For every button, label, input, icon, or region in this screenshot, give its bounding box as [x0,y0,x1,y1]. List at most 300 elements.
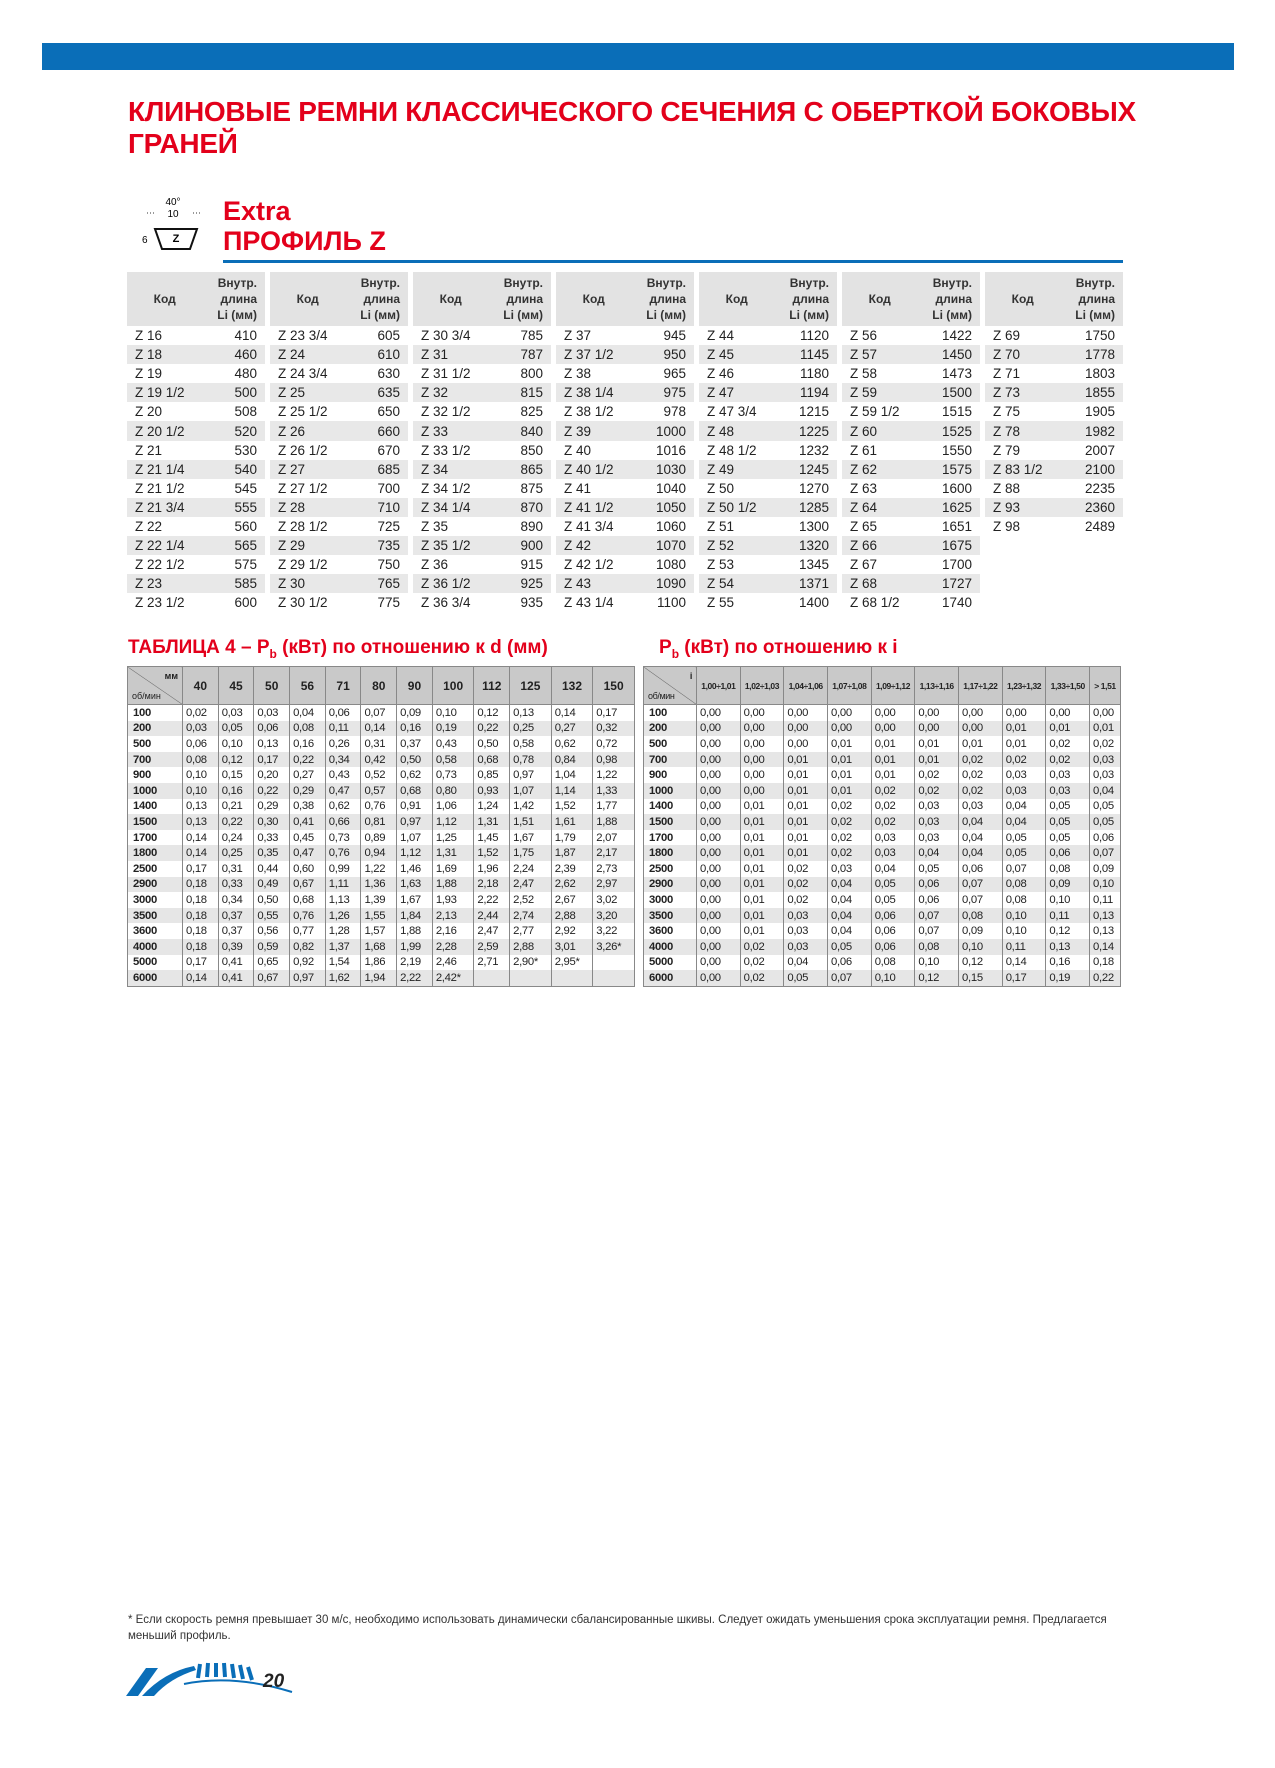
power-cell: 0,13 [183,799,219,815]
power-cell: 0,01 [1002,736,1046,752]
power-cell: 0,00 [697,861,741,877]
belt-length: 1320 [774,536,837,555]
power-cell: 1,46 [397,861,433,877]
belt-length: 1700 [941,557,972,573]
power-cell: 2,24 [510,861,552,877]
power-cell: 0,02 [915,783,959,799]
power-cell: 0,05 [1002,830,1046,846]
length-row [699,574,837,593]
belt-code: Z 24 3/4 [278,366,328,382]
length-row [842,421,980,440]
power-cell: 1,33 [593,783,635,799]
length-group-6 [842,272,980,612]
length-row [842,460,980,479]
power-cell: 1,12 [432,814,474,830]
length-row [270,364,408,383]
rpm-cell: 6000 [128,970,183,986]
belt-length: 1345 [798,557,829,573]
table4-row [128,845,635,861]
power-cell: 0,00 [697,783,741,799]
table4-column-header: 132 [551,667,593,705]
power-cell: 2,13 [432,908,474,924]
power-cell: 0,08 [183,752,219,768]
power-cell: 2,92 [551,923,593,939]
belt-length: 565 [202,536,265,555]
profile-width-label: 10 [167,209,179,220]
belt-length: 1245 [774,460,837,479]
power-cell: 0,04 [959,830,1003,846]
power-cell: 0,00 [697,939,741,955]
length-row [270,421,408,440]
length-header: Внутр. длина Li (мм) [774,272,837,326]
rpm-cell: 1400 [128,799,183,815]
length-row [413,364,551,383]
power-cell [510,970,552,986]
belt-code: Z 52 [699,536,774,555]
power-cell: 0,01 [784,830,828,846]
power-cell: 0,04 [871,861,915,877]
length-row [270,555,408,574]
belt-length: 1070 [631,536,694,555]
power-cell: 0,06 [183,736,219,752]
power-cell: 0,76 [290,908,326,924]
power-cell: 0,06 [871,939,915,955]
table4-title: ТАБЛИЦА $4 - P_b$ (кВт) по отношению к d (мм) [128,637,548,661]
belt-length: 555 [202,498,265,517]
top-blue-bar [42,43,1234,70]
belt-length: 1575 [917,460,980,479]
length-row [270,460,408,479]
rpm-cell: 900 [644,767,697,783]
power-cell: 0,93 [474,783,510,799]
table4-row [128,939,635,955]
rpm-cell: 1500 [644,814,697,830]
rpm-cell: 700 [644,752,697,768]
power-cell: 0,00 [959,705,1003,721]
power-cell: 0,06 [1046,845,1090,861]
power-cell: 1,67 [397,892,433,908]
belt-code: Z 21 3/4 [127,498,202,517]
power-cell: 0,02 [828,845,872,861]
belt-code: Z 23 1/2 [135,595,185,611]
belt-code: Z 65 [850,518,878,534]
power-cell: 0,52 [361,767,397,783]
brand-name: Extra [223,196,291,226]
table5-row [644,908,1121,924]
belt-length: 1194 [774,383,837,402]
power-cell: 0,08 [1046,861,1090,877]
power-cell: 0,60 [290,861,326,877]
length-row [413,479,551,498]
table4-corner-cell: мм об/мин [128,667,183,705]
power-cell: 0,09 [1046,877,1090,893]
power-cell: 0,35 [254,845,290,861]
power-cell: 2,97 [593,877,635,893]
table4-row [128,752,635,768]
power-cell: 0,02 [1090,736,1121,752]
table5-corner-cell: i об/мин [644,667,697,705]
belt-length: 1145 [774,345,837,364]
table4-column-header: 125 [510,667,552,705]
power-cell: 2,47 [474,923,510,939]
belt-code: Z 46 [707,366,735,382]
power-cell: 0,03 [1046,783,1090,799]
power-cell: 0,41 [218,955,254,971]
belt-code: Z 28 [270,498,345,517]
power-cell: 0,13 [1090,923,1121,939]
table5-row [644,767,1121,783]
power-cell: 0,00 [740,783,784,799]
belt-code: Z 41 3/4 [564,518,614,534]
belt-code: Z 68 1/2 [850,595,900,611]
length-row [413,517,551,536]
power-cell: 0,00 [697,955,741,971]
power-cell: 0,92 [290,955,326,971]
table5-row [644,721,1121,737]
power-cell: 1,07 [510,783,552,799]
page-number: 20 [263,1671,285,1692]
length-row [985,421,1123,440]
power-cell: 0,10 [432,705,474,721]
rpm-cell: 900 [128,767,183,783]
power-cell: 1,14 [551,783,593,799]
belt-length: 1016 [655,442,686,458]
belt-length: 660 [345,421,408,440]
table4-row [128,736,635,752]
belt-length: 975 [631,383,694,402]
length-row [985,402,1123,421]
length-row [127,402,265,421]
belt-code: Z 57 [842,345,917,364]
belt-length: 1300 [798,518,829,534]
rpm-cell: 3500 [644,908,697,924]
length-row [985,345,1123,364]
length-row [556,345,694,364]
power-cell: 2,90* [510,955,552,971]
power-cell: 0,15 [218,767,254,783]
table5-row [644,752,1121,768]
power-cell: 0,01 [740,877,784,893]
power-cell: 0,01 [828,767,872,783]
power-cell: 3,22 [593,923,635,939]
belt-length: 1060 [655,518,686,534]
power-cell: 0,00 [697,721,741,737]
power-cell: 0,09 [397,705,433,721]
power-cell: 0,01 [828,783,872,799]
power-cell: 3,26* [593,939,635,955]
belt-length: 950 [631,345,694,364]
length-row [413,402,551,421]
belt-length: 530 [234,442,257,458]
power-cell: 0,14 [183,830,219,846]
power-cell: 0,00 [697,923,741,939]
table4-column-header: 80 [361,667,397,705]
length-row [413,593,551,612]
belt-code: Z 27 [270,460,345,479]
belt-length: 1515 [941,404,972,420]
power-cell: 0,10 [1090,877,1121,893]
power-cell: 0,17 [183,861,219,877]
table5-row [644,923,1121,939]
length-header: Внутр. длина Li (мм) [345,272,408,326]
belt-length: 865 [488,460,551,479]
power-cell: 0,11 [1090,892,1121,908]
length-row [842,402,980,421]
table4-column-header: 45 [218,667,254,705]
power-cell: 0,00 [871,705,915,721]
rpm-cell: 2900 [644,877,697,893]
power-cell: 0,00 [697,736,741,752]
length-row [413,498,551,517]
power-cell: 0,00 [697,814,741,830]
length-row [270,498,408,517]
power-cell: 0,25 [510,721,552,737]
power-cell: 1,45 [474,830,510,846]
length-row [413,421,551,440]
power-cell: 2,16 [432,923,474,939]
belt-code: Z 37 1/2 [556,345,631,364]
belt-code: Z 39 [556,421,631,440]
power-cell: 0,04 [828,908,872,924]
power-cell: 0,10 [1046,892,1090,908]
length-row [413,555,551,574]
power-cell: 0,01 [740,845,784,861]
power-cell: 2,67 [551,892,593,908]
belt-code: Z 21 1/4 [127,460,202,479]
power-cell: 0,03 [1090,767,1121,783]
rpm-cell: 1400 [644,799,697,815]
power-cell: 0,02 [784,877,828,893]
table4-row [128,877,635,893]
belt-code: Z 35 [421,518,449,534]
length-row [413,345,551,364]
table4-column-header: 100 [432,667,474,705]
rpm-cell: 1700 [128,830,183,846]
power-cell: 0,02 [959,783,1003,799]
power-cell: 0,00 [959,721,1003,737]
power-cell: 0,03 [1090,752,1121,768]
belt-code: Z 47 [699,383,774,402]
power-cell: 0,00 [697,970,741,986]
power-cell: 0,76 [361,799,397,815]
belt-length: 2100 [1060,460,1123,479]
brand-divider [223,260,1123,263]
belt-length: 520 [202,421,265,440]
power-cell: 0,10 [218,736,254,752]
belt-code: Z 51 [707,518,735,534]
belt-code: Z 83 1/2 [985,460,1060,479]
power-cell: 0,01 [871,767,915,783]
belt-code: Z 22 1/4 [127,536,202,555]
power-cell: 1,11 [325,877,361,893]
power-cell: 0,00 [784,736,828,752]
belt-code: Z 50 [707,480,735,496]
power-cell: 0,25 [218,845,254,861]
belt-length: 945 [663,328,686,344]
belt-length: 1803 [1084,366,1115,382]
table4-column-header: 90 [397,667,433,705]
power-cell: 0,27 [290,767,326,783]
profile-angle-label: 40° [165,197,181,208]
table5-row [644,970,1121,986]
power-cell: 0,47 [325,783,361,799]
belt-code: Z 34 1/4 [413,498,488,517]
belt-code: Z 36 [421,557,449,573]
power-cell: 0,43 [325,767,361,783]
power-cell: 0,01 [1002,721,1046,737]
belt-length: 610 [345,345,408,364]
length-row [556,421,694,440]
belt-code: Z 23 [127,574,202,593]
power-cell: 0,00 [697,799,741,815]
belt-code: Z 40 1/2 [556,460,631,479]
power-cell: 0,07 [959,892,1003,908]
length-group-3 [413,272,551,612]
length-row [985,441,1123,460]
belt-code: Z 47 3/4 [707,404,757,420]
length-row [556,460,694,479]
belt-code: Z 30 [270,574,345,593]
rpm-cell: 1000 [644,783,697,799]
power-cell: 0,68 [290,892,326,908]
belt-code: Z 61 [850,442,878,458]
power-cell: 0,14 [1090,939,1121,955]
length-header: Внутр. длина Li (мм) [202,272,265,326]
code-header: Код [556,272,631,326]
belt-code: Z 19 1/2 [127,383,202,402]
rpm-cell: 200 [128,721,183,737]
power-cell: 0,05 [871,877,915,893]
power-cell: 0,50 [474,736,510,752]
belt-code: Z 79 [993,442,1021,458]
power-cell: 0,34 [325,752,361,768]
power-cell: 0,00 [915,721,959,737]
belt-length: 710 [345,498,408,517]
power-cell: 0,59 [254,939,290,955]
belt-length: 787 [488,345,551,364]
power-cell: 0,18 [183,923,219,939]
power-cell: 0,66 [325,814,361,830]
length-row [270,536,408,555]
power-cell: 1,07 [397,830,433,846]
power-cell: 0,07 [1090,845,1121,861]
power-cell: 0,05 [871,892,915,908]
table5-title: $P_b$ (кВт) по отношению к i [659,637,898,661]
power-cell: 0,05 [1046,814,1090,830]
power-cell: 0,58 [432,752,474,768]
power-cell: 0,06 [325,705,361,721]
power-cell: 0,03 [784,908,828,924]
power-cell: 0,00 [697,845,741,861]
power-cell: 1,96 [474,861,510,877]
belt-length: 1500 [917,383,980,402]
power-cell: 3,02 [593,892,635,908]
power-cell: 0,01 [784,783,828,799]
power-cell: 0,00 [697,767,741,783]
length-row [699,517,837,536]
power-cell: 0,01 [871,736,915,752]
power-cell: 0,00 [784,721,828,737]
power-cell: 0,91 [397,799,433,815]
belt-code: Z 22 [135,518,163,534]
length-row [985,498,1123,517]
belt-code: Z 21 1/2 [135,480,185,496]
belt-length: 1270 [798,480,829,496]
power-cell: 0,13 [510,705,552,721]
power-cell: 0,06 [871,908,915,924]
length-row [842,326,980,345]
power-cell: 0,03 [828,861,872,877]
belt-length: 480 [234,366,257,382]
power-cell: 0,02 [1046,752,1090,768]
table4-row [128,908,635,924]
belt-code: Z 32 [413,383,488,402]
table5-row [644,736,1121,752]
belt-code: Z 38 1/2 [564,404,614,420]
belt-length: 765 [345,574,408,593]
code-header: Код [985,272,1060,326]
belt-length: 870 [488,498,551,517]
power-cell: 0,18 [183,908,219,924]
power-cell: 0,22 [474,721,510,737]
power-cell: 1,67 [510,830,552,846]
length-header: Внутр. длина Li (мм) [917,272,980,326]
belt-length: 965 [663,366,686,382]
rpm-cell: 500 [128,736,183,752]
power-cell: 0,94 [361,845,397,861]
rpm-cell: 4000 [644,939,697,955]
belt-code: Z 36 3/4 [421,595,471,611]
power-cell: 1,68 [361,939,397,955]
power-cell: 0,22 [1090,970,1121,986]
belt-code: Z 78 [985,421,1060,440]
belt-length: 670 [377,442,400,458]
belt-code: Z 16 [135,328,163,344]
belt-code: Z 56 [850,328,878,344]
power-cell: 2,74 [510,908,552,924]
belt-length: 935 [520,595,543,611]
power-cell: 1,57 [361,923,397,939]
table5-column-header: 1,04÷1,06 [784,667,828,705]
belt-code: Z 30 1/2 [278,595,328,611]
power-cell: 2,42* [432,970,474,986]
belt-length: 840 [488,421,551,440]
length-row [127,441,265,460]
length-row [842,364,980,383]
belt-code: Z 93 [985,498,1060,517]
power-cell: 0,24 [218,830,254,846]
power-cell: 0,78 [510,752,552,768]
power-cell: 0,58 [510,736,552,752]
power-cell: 1,63 [397,877,433,893]
table5-row [644,861,1121,877]
rpm-cell: 1000 [128,783,183,799]
length-row [556,498,694,517]
power-cell: 0,11 [1002,939,1046,955]
power-cell: 0,02 [183,705,219,721]
power-cell: 2,73 [593,861,635,877]
length-row [127,498,265,517]
power-cell: 0,62 [325,799,361,815]
belt-length: 925 [488,574,551,593]
belt-code: Z 67 [850,557,878,573]
power-cell: 0,37 [397,736,433,752]
profile-letter: Z [172,233,180,245]
belt-length: 2489 [1084,518,1115,534]
belt-length: 1371 [774,574,837,593]
power-cell: 0,12 [1046,923,1090,939]
table4-column-header: 50 [254,667,290,705]
